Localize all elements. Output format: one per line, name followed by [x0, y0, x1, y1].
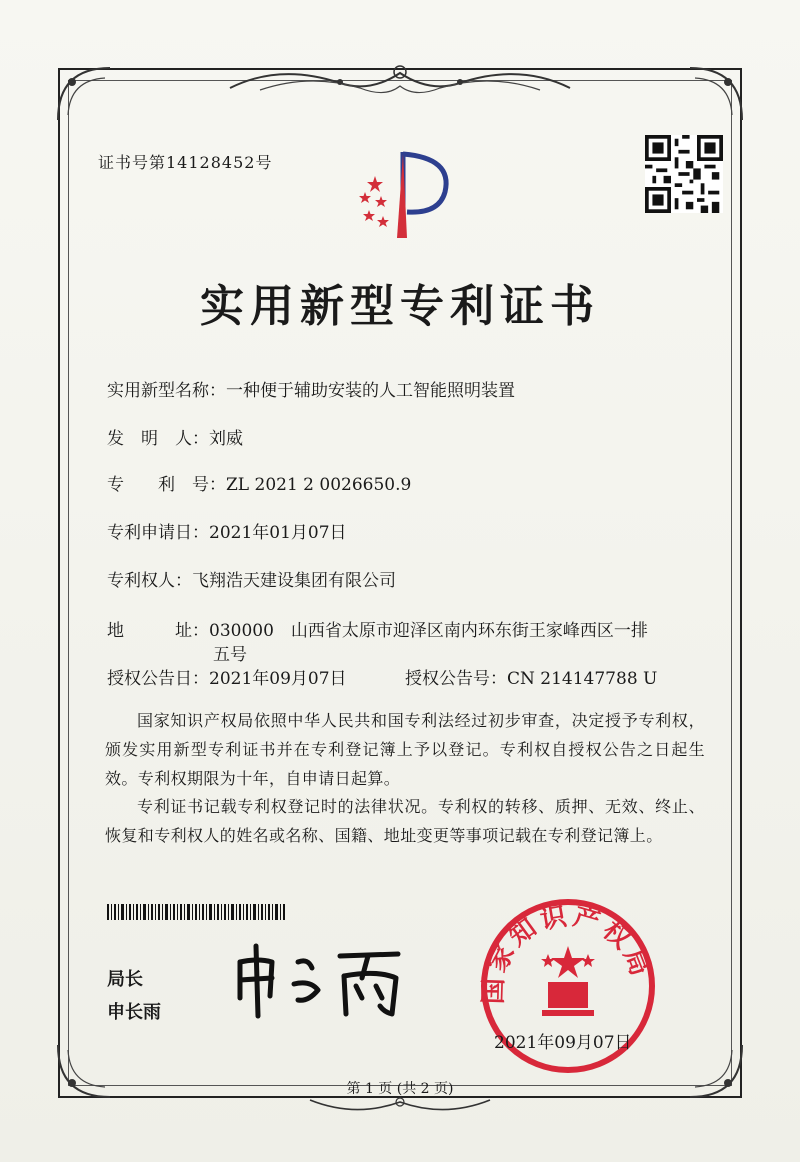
value-utility-model-name: 一种便于辅助安装的人工智能照明装置	[226, 381, 515, 401]
director-title: 局长	[107, 969, 143, 990]
label-patentee: 专利权人：	[107, 571, 192, 591]
corner-ornament-top-left	[50, 60, 120, 130]
paragraph-legal-status: 专利证书记载专利权登记时的法律状况。专利权的转移、质押、无效、终止、恢复和专利权人的姓名或名称、国籍、地址变更等事项记载在专利登记簿上。	[105, 797, 705, 845]
label-patent-number: 专 利 号：	[107, 475, 226, 495]
barcode-icon	[107, 904, 285, 920]
label-address: 地 址：	[107, 621, 209, 641]
top-ornament	[220, 58, 580, 108]
page-footer: 第 1 页 (共 2 页)	[346, 1081, 454, 1097]
value-patentee: 飞翔浩天建设集团有限公司	[192, 571, 396, 591]
label-filing-date: 专利申请日：	[107, 523, 209, 543]
label-utility-model-name: 实用新型名称：	[107, 381, 226, 401]
seal-date: 2021年09月07日	[494, 1033, 632, 1053]
value-patent-number: ZL 2021 2 0026650.9	[226, 475, 412, 495]
value-inventor: 刘威	[209, 429, 243, 449]
field-patent-number	[107, 470, 411, 495]
director-name: 申长雨	[107, 1002, 161, 1023]
director-signature	[228, 940, 408, 1020]
field-filing-date	[107, 518, 347, 543]
certificate-number: 证书号第14128452号	[98, 153, 273, 172]
label-inventor: 发 明 人：	[107, 429, 209, 449]
patent-office-emblem-icon	[345, 140, 455, 250]
field-patentee	[107, 566, 396, 591]
value-grant-number: CN 214147788 U	[507, 669, 658, 689]
paragraph-grant-statement: 国家知识产权局依照中华人民共和国专利法经过初步审查，决定授予专利权，颁发实用新型专利证书并在专利登记簿上予以登记。专利权自授权公告之日起生效。专利权期限为十年，自申请日起算。	[105, 711, 705, 788]
value-address-line1: 030000 山西省太原市迎泽区南内环东街王家峰西区一排	[209, 621, 648, 641]
value-address-line2: 五号	[213, 645, 247, 665]
label-grant-number: 授权公告号：	[405, 669, 507, 689]
field-grant-date	[107, 664, 347, 689]
field-address	[107, 616, 648, 641]
field-inventor	[107, 424, 243, 449]
field-grant-number	[405, 664, 657, 689]
label-grant-date: 授权公告日：	[107, 669, 209, 689]
qr-code-icon	[645, 135, 723, 213]
value-filing-date: 2021年01月07日	[209, 523, 347, 543]
field-utility-model-name	[107, 376, 515, 401]
value-grant-date: 2021年09月07日	[209, 669, 347, 689]
seal-text: 国家知识产权局	[478, 901, 657, 1005]
certificate-title: 实用新型专利证书	[200, 281, 600, 332]
corner-ornament-top-right	[680, 60, 750, 130]
